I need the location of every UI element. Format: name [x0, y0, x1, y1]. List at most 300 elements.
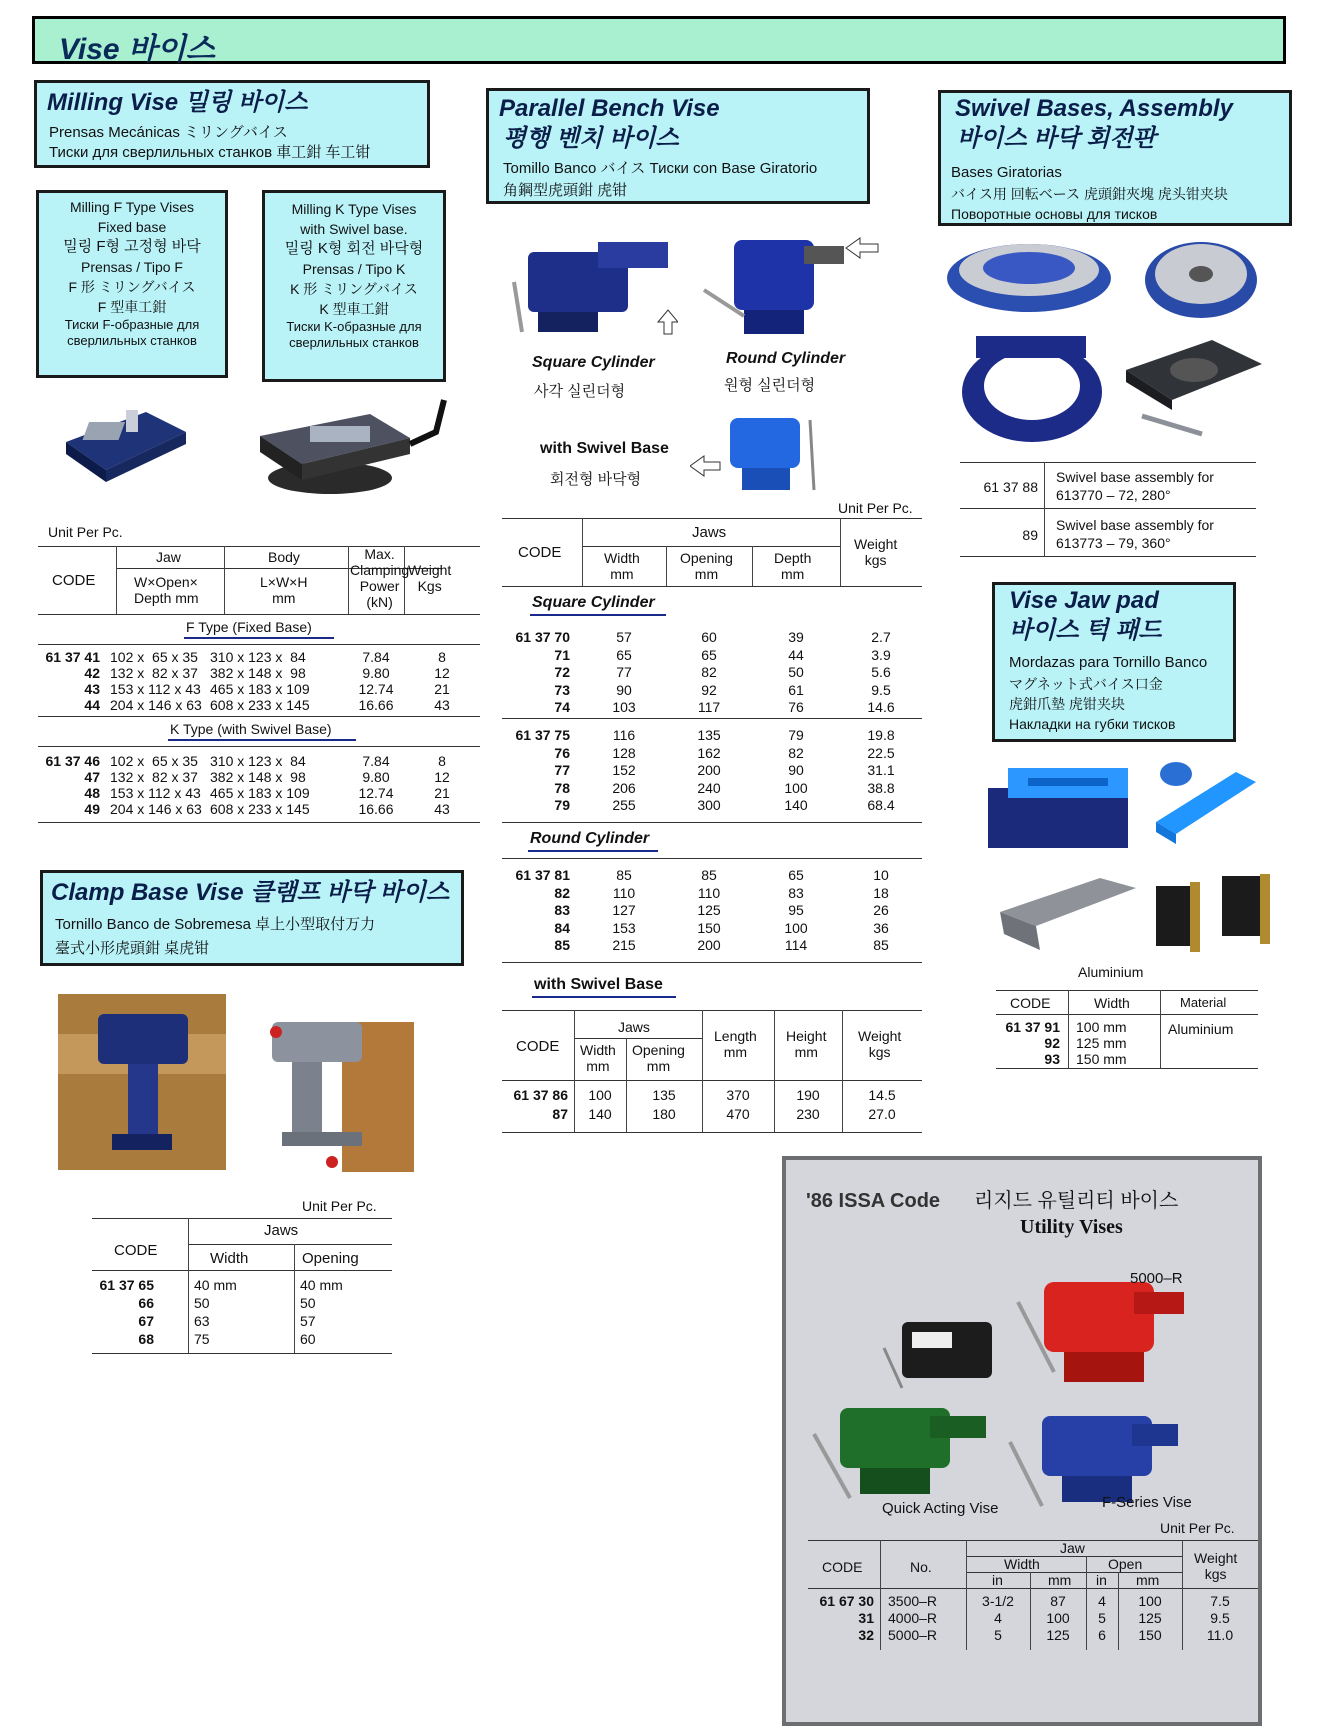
col-header-depth: Depth mm [774, 550, 812, 582]
body-cell: 608 x 233 x 145 [210, 801, 310, 817]
opening-cell: 92 [701, 681, 717, 698]
power-cell: 12.74 [358, 785, 394, 801]
col-header-open: Open [1108, 1556, 1143, 1572]
code-cell: 61 37 81 [515, 867, 570, 883]
code-cell: 93 [1044, 1051, 1060, 1067]
quick-acting-label: Quick Acting Vise [882, 1500, 999, 1517]
width-cell: 140 [588, 1106, 612, 1122]
opening-cell: 50 [300, 1295, 316, 1311]
jawpad-title-kr: 바이스 턱 패드 [1009, 617, 1162, 644]
section-label-square: Square Cylinder [532, 594, 655, 611]
weight-cell: 14.6 [867, 699, 895, 715]
code-cell: 61 37 86 [513, 1087, 568, 1103]
power-cell: 9.80 [362, 665, 390, 681]
code-cell: 61 37 41 [45, 649, 100, 665]
milling-k-type-box [262, 190, 446, 382]
jaw-cell: 102 x 65 x 35 [110, 753, 198, 769]
depth-cell: 79 [788, 727, 804, 743]
f-type-line: F 形 ミリングバイス [68, 279, 196, 295]
col-header-no: No. [910, 1559, 932, 1575]
width-in-cell: 4 [994, 1610, 1002, 1626]
body-cell: 382 x 148 x 98 [210, 665, 306, 681]
col-header-jaw-sub: W×Open× Depth mm [134, 574, 199, 606]
opening-cell: 57 [300, 1313, 316, 1329]
width-cell: 40 mm [194, 1277, 237, 1293]
code-cell: 78 [554, 779, 570, 796]
height-cell: 190 [796, 1087, 820, 1103]
code-cell: 68 [138, 1331, 154, 1347]
jaw-cell: 204 x 146 x 63 [110, 697, 202, 713]
col-header-code: CODE [516, 1038, 560, 1055]
milling-header-box [34, 80, 430, 168]
body-cell: 465 x 183 x 109 [210, 681, 310, 697]
power-cell: 12.74 [358, 681, 394, 697]
f-type-line: F 型車工鉗 [97, 299, 167, 315]
utility-vises-panel [782, 1156, 1262, 1726]
weight-cell: 9.5 [1210, 1610, 1230, 1626]
depth-cell: 83 [788, 884, 804, 901]
weight-cell: 85 [873, 937, 889, 953]
bench-table [502, 518, 922, 1134]
power-cell: 9.80 [362, 769, 390, 785]
col-header-code: CODE [52, 572, 96, 589]
col-header-opening: Opening [302, 1250, 359, 1267]
col-header-code: CODE [1010, 995, 1051, 1011]
depth-cell: 76 [788, 699, 804, 715]
milling-f-type-box [36, 190, 228, 378]
clamp-header-box [40, 870, 464, 966]
width-cell: 57 [616, 629, 632, 645]
code-cell: 49 [84, 801, 100, 817]
code-cell: 87 [552, 1106, 568, 1122]
milling-title: Milling Vise 밀링 바이스 [47, 89, 308, 116]
col-header-material: Material [1180, 995, 1227, 1010]
black-vise-image [882, 1308, 1002, 1398]
code-cell: 89 [1022, 527, 1038, 543]
code-cell: 61 37 65 [99, 1277, 154, 1293]
code-cell: 82 [554, 884, 570, 901]
opening-cell: 65 [701, 646, 717, 663]
col-header-in: in [992, 1572, 1003, 1588]
weight-cell: 68.4 [867, 797, 895, 813]
jawpad-material-caption: Aluminium [1078, 964, 1144, 980]
width-cell: 152 [612, 762, 636, 778]
weight-cell: 27.0 [868, 1106, 896, 1122]
k-type-line: K 型車工鉗 [319, 301, 389, 317]
description-cell: Swivel base assembly for 613770 – 72, 280° [1056, 469, 1214, 503]
col-header-opening: Opening mm [680, 550, 733, 582]
bench-subtitle-1: Tomillo Banco バイス Тиски con Base Giratorio [503, 160, 818, 177]
opening-cell: 125 [697, 902, 721, 918]
opening-cell: 60 [701, 629, 717, 645]
col-header-code: CODE [114, 1242, 158, 1259]
weight-cell: 22.5 [867, 744, 895, 761]
depth-cell: 140 [784, 797, 808, 813]
width-cell: 65 [616, 646, 632, 663]
jawpad-sub-2: マグネット式バイス口金 [1009, 676, 1163, 692]
open-in-cell: 5 [1098, 1610, 1106, 1626]
body-cell: 382 x 148 x 98 [210, 769, 306, 785]
k-type-line: Тиски K-образные для [286, 319, 422, 334]
width-cell: 215 [612, 937, 636, 953]
milling-unit-label: Unit Per Pc. [48, 524, 123, 540]
code-cell: 67 [138, 1313, 154, 1329]
col-header-weight: Weight kgs [858, 1028, 902, 1060]
width-cell: 128 [612, 744, 636, 761]
width-cell: 63 [194, 1313, 210, 1329]
weight-cell: 12 [434, 769, 450, 785]
swivel-base-image-3 [956, 330, 1106, 446]
code-cell: 31 [858, 1610, 874, 1626]
k-type-line: with Swivel base. [300, 221, 408, 237]
swivel-base-kr: 회전형 바닥형 [550, 471, 642, 488]
opening-cell: 162 [697, 744, 721, 761]
page-banner [32, 16, 1286, 64]
width-cell: 100 [588, 1087, 612, 1103]
code-cell: 61 37 46 [45, 753, 100, 769]
utility-title-kr: 리지드 유틸리티 바이스 [974, 1190, 1179, 1212]
f-type-line: сверлильных станков [67, 333, 197, 348]
col-header-code: CODE [518, 544, 562, 561]
open-in-cell: 4 [1098, 1593, 1106, 1609]
code-cell: 76 [554, 744, 570, 761]
swivel-bases-sub-2: バイス用 回転ベース 虎頭鉗夾塊 虎头钳夹块 [951, 186, 1228, 202]
opening-cell: 240 [697, 779, 721, 796]
depth-cell: 44 [788, 646, 804, 663]
jaw-cell: 102 x 65 x 35 [110, 649, 198, 665]
depth-cell: 100 [784, 919, 808, 936]
milling-k-vise-image [250, 392, 450, 502]
bench-title-kr: 평행 벤치 바이스 [503, 125, 679, 152]
weight-cell: 26 [873, 902, 889, 918]
code-cell: 32 [858, 1627, 874, 1643]
swivel-base-image-1 [944, 232, 1114, 316]
opening-cell: 117 [697, 699, 721, 715]
section-label-k-type: K Type (with Swivel Base) [170, 721, 332, 737]
no-cell: 5000–R [888, 1627, 938, 1643]
code-cell: 79 [554, 797, 570, 813]
utility-unit-label: Unit Per Pc. [1160, 1520, 1235, 1536]
width-cell: 125 mm [1076, 1035, 1127, 1051]
k-type-line: Milling K Type Vises [291, 201, 417, 217]
open-mm-cell: 150 [1138, 1627, 1162, 1643]
weight-cell: 21 [434, 681, 450, 697]
swivel-bases-table [960, 462, 1256, 558]
opening-cell: 110 [697, 884, 721, 901]
swivel-bases-title-kr: 바이스 바닥 회전판 [957, 125, 1156, 152]
square-cylinder-image [508, 222, 678, 342]
open-mm-cell: 100 [1138, 1593, 1162, 1609]
code-cell: 74 [554, 699, 570, 715]
opening-cell: 200 [697, 762, 721, 778]
col-header-mm: mm [1136, 1572, 1160, 1588]
body-cell: 310 x 123 x 84 [210, 753, 306, 769]
swivel-base-image-2 [1142, 232, 1260, 322]
k-type-line: K 形 ミリングバイス [290, 281, 418, 297]
weight-cell: 38.8 [867, 779, 895, 796]
swivel-bases-sub-3: Поворотные основы для тисков [951, 206, 1158, 222]
section-label-round: Round Cylinder [530, 830, 650, 847]
weight-cell: 7.5 [1210, 1593, 1230, 1609]
power-cell: 16.66 [358, 697, 394, 713]
bench-header-box [486, 88, 870, 204]
opening-cell: 85 [701, 867, 717, 883]
code-cell: 77 [554, 762, 570, 778]
section-label-swivel: with Swivel Base [534, 976, 663, 993]
code-cell: 48 [84, 785, 100, 801]
length-cell: 470 [726, 1106, 750, 1122]
width-in-cell: 5 [994, 1627, 1002, 1643]
power-cell: 7.84 [362, 649, 390, 665]
col-header-jaws: Jaws [692, 524, 727, 541]
code-cell: 47 [84, 769, 100, 785]
f-type-line: Fixed base [97, 219, 167, 235]
col-header-width: Width [1094, 995, 1130, 1011]
opening-cell: 82 [701, 664, 717, 680]
depth-cell: 82 [788, 744, 804, 761]
code-cell: 61 67 30 [819, 1593, 874, 1609]
k-type-line: Prensas / Tipo K [302, 261, 406, 277]
bench-unit-label: Unit Per Pc. [838, 500, 913, 516]
weight-cell: 14.5 [868, 1087, 896, 1103]
weight-cell: 19.8 [867, 727, 895, 743]
col-header-jaw: Jaw [1060, 1540, 1085, 1556]
weight-cell: 11.0 [1206, 1627, 1234, 1643]
weight-cell: 8 [438, 753, 446, 769]
col-header-jaw: Jaw [156, 549, 181, 565]
jawpad-sub-4: Накладки на губки тисков [1009, 716, 1176, 732]
weight-cell: 31.1 [867, 762, 895, 778]
jaw-cell: 132 x 82 x 37 [110, 769, 198, 785]
col-header-weight: Weight kgs [854, 536, 898, 568]
milling-table [38, 546, 480, 826]
code-cell: 61 37 70 [515, 629, 570, 645]
weight-cell: 12 [434, 665, 450, 681]
code-cell: 84 [554, 919, 570, 936]
width-cell: 127 [612, 902, 636, 918]
jawpad-material-value: Aluminium [1168, 1021, 1234, 1037]
depth-cell: 50 [788, 664, 804, 680]
width-cell: 110 [612, 884, 636, 901]
code-cell: 43 [84, 681, 100, 697]
col-header-width: Width mm [604, 550, 640, 582]
open-mm-cell: 125 [1138, 1610, 1162, 1626]
code-cell: 85 [554, 937, 570, 953]
f-type-line: 밀링 F형 고정형 바닥 [63, 238, 201, 255]
depth-cell: 61 [788, 681, 804, 698]
jawpad-blue-image [1146, 752, 1262, 852]
model-5000r-label: 5000–R [1130, 1270, 1183, 1287]
width-mm-cell: 87 [1050, 1593, 1066, 1609]
col-header-in: in [1096, 1572, 1107, 1588]
swivel-bases-header-box [938, 90, 1292, 226]
f-series-label: F-Series Vise [1102, 1494, 1192, 1511]
width-cell: 116 [612, 727, 636, 743]
jawpad-magnetic-image [1152, 872, 1280, 960]
code-cell: 83 [554, 902, 570, 918]
width-cell: 100 mm [1076, 1019, 1127, 1035]
no-cell: 4000–R [888, 1610, 938, 1626]
milling-subtitle-1: Prensas Mecánicas ミリングバイス [49, 124, 288, 141]
opening-cell: 40 mm [300, 1277, 343, 1293]
utility-title: Utility Vises [1020, 1216, 1123, 1238]
code-cell: 44 [84, 697, 100, 713]
opening-cell: 150 [697, 919, 721, 936]
weight-cell: 43 [434, 801, 450, 817]
f-type-line: Тиски F-образные для [64, 317, 200, 332]
weight-cell: 10 [873, 867, 889, 883]
opening-cell: 135 [697, 727, 721, 743]
weight-cell: 21 [434, 785, 450, 801]
no-cell: 3500–R [888, 1593, 938, 1609]
swivel-base-image-4 [1112, 330, 1268, 442]
code-cell: 73 [554, 681, 570, 698]
jawpad-table [996, 990, 1258, 1072]
k-type-line: 밀링 K형 회전 바닥형 [284, 240, 424, 257]
col-header-width: Width mm [580, 1042, 616, 1074]
jawpad-on-vise-image [988, 758, 1140, 854]
bench-title: Parallel Bench Vise [499, 95, 720, 122]
jaw-cell: 153 x 112 x 43 [110, 681, 201, 697]
weight-cell: 8 [438, 649, 446, 665]
swivel-base-vise-image [690, 410, 830, 500]
open-in-cell: 6 [1098, 1627, 1106, 1643]
swivel-base-label: with Swivel Base [540, 440, 669, 457]
width-cell: 50 [194, 1295, 210, 1311]
code-cell: 61 37 91 [1005, 1019, 1060, 1035]
jaw-cell: 204 x 146 x 63 [110, 801, 202, 817]
col-header-body: Body [268, 549, 300, 565]
weight-cell: 5.6 [871, 664, 891, 680]
clamp-subtitle-2: 臺式小形虎頭鉗 桌虎钳 [55, 940, 210, 957]
width-mm-cell: 100 [1046, 1610, 1070, 1626]
depth-cell: 100 [784, 779, 808, 796]
square-cylinder-kr: 사각 실린더형 [534, 383, 626, 400]
body-cell: 310 x 123 x 84 [210, 649, 306, 665]
clamp-unit-label: Unit Per Pc. [302, 1198, 377, 1214]
width-cell: 150 mm [1076, 1051, 1127, 1067]
col-header-body-sub: L×W×H mm [260, 574, 308, 606]
width-cell: 90 [616, 681, 632, 698]
power-cell: 16.66 [358, 801, 394, 817]
code-cell: 66 [138, 1295, 154, 1311]
power-cell: 7.84 [362, 753, 390, 769]
width-cell: 255 [612, 797, 636, 813]
width-cell: 85 [616, 867, 632, 883]
col-header-width: Width [1004, 1556, 1040, 1572]
jawpad-sub-3: 虎鉗爪墊 虎钳夹块 [1009, 696, 1125, 712]
description-cell: Swivel base assembly for 613773 – 79, 360° [1056, 517, 1214, 551]
code-cell: 61 37 75 [515, 727, 570, 743]
col-header-weight: Weight kgs [1194, 1550, 1238, 1582]
col-header-height: Height mm [786, 1028, 827, 1060]
width-in-cell: 3-1/2 [982, 1593, 1014, 1609]
col-header-code: CODE [822, 1559, 863, 1575]
f-type-line: Milling F Type Vises [70, 199, 194, 215]
bench-subtitle-2: 角鋼型虎頭鉗 虎钳 [503, 182, 628, 199]
opening-cell: 300 [697, 797, 721, 813]
k-type-line: сверлильных станков [289, 335, 419, 350]
body-cell: 465 x 183 x 109 [210, 785, 310, 801]
depth-cell: 114 [784, 937, 808, 953]
width-cell: 206 [612, 779, 636, 796]
utility-table [808, 1540, 1258, 1650]
depth-cell: 65 [788, 867, 804, 883]
round-cylinder-label: Round Cylinder [726, 350, 846, 367]
weight-cell: 3.9 [871, 646, 891, 663]
jawpad-aluminium-image [996, 868, 1140, 954]
depth-cell: 90 [788, 762, 804, 778]
code-cell: 92 [1044, 1035, 1060, 1051]
clamp-title: Clamp Base Vise 클램프 바닥 바이스 [51, 879, 450, 906]
opening-cell: 60 [300, 1331, 316, 1347]
section-label-f-type: F Type (Fixed Base) [186, 619, 312, 635]
clamp-vise-image-1 [58, 994, 226, 1170]
height-cell: 230 [796, 1106, 820, 1122]
width-cell: 153 [612, 919, 636, 936]
width-cell: 75 [194, 1331, 210, 1347]
width-cell: 77 [616, 664, 632, 680]
col-header-opening: Opening mm [632, 1042, 685, 1074]
clamp-table [92, 1218, 392, 1358]
milling-f-vise-image [56, 392, 196, 488]
milling-subtitle-2: Тиски для сверлильных станков 車工鉗 车工钳 [49, 144, 371, 161]
f-type-line: Prensas / Tipo F [81, 259, 183, 275]
body-cell: 608 x 233 x 145 [210, 697, 310, 713]
col-header-jaws: Jaws [264, 1222, 299, 1239]
jawpad-sub-1: Mordazas para Tornillo Banco [1009, 654, 1208, 671]
round-cylinder-image [694, 220, 884, 340]
width-cell: 103 [612, 699, 636, 715]
weight-cell: 18 [873, 884, 889, 901]
opening-cell: 135 [652, 1087, 676, 1103]
page-title: Vise 바이스 [59, 33, 215, 66]
round-cylinder-kr: 원형 실린더형 [724, 377, 816, 394]
width-mm-cell: 125 [1046, 1627, 1070, 1643]
green-vise-image [810, 1394, 990, 1504]
clamp-vise-image-2 [262, 992, 414, 1172]
jaw-cell: 132 x 82 x 37 [110, 665, 198, 681]
weight-cell: 2.7 [871, 629, 891, 645]
opening-cell: 200 [697, 937, 721, 953]
weight-cell: 43 [434, 697, 450, 713]
jaw-cell: 153 x 112 x 43 [110, 785, 201, 801]
opening-cell: 180 [652, 1106, 676, 1122]
code-cell: 72 [554, 664, 570, 680]
col-header-weight: Weight Kgs [408, 562, 452, 594]
col-header-length: Length mm [714, 1028, 757, 1060]
square-cylinder-label: Square Cylinder [532, 354, 655, 371]
depth-cell: 39 [788, 629, 804, 645]
col-header-jaws: Jaws [618, 1019, 650, 1035]
col-header-width: Width [210, 1250, 249, 1267]
col-header-power: Max. Clamping Power (kN) [350, 546, 410, 610]
length-cell: 370 [726, 1087, 750, 1103]
code-cell: 71 [554, 646, 570, 663]
clamp-subtitle-1: Tornillo Banco de Sobremesa 卓上小型取付万力 [55, 916, 376, 933]
depth-cell: 95 [788, 902, 804, 918]
weight-cell: 36 [873, 919, 889, 936]
jawpad-header-box [992, 582, 1236, 742]
jawpad-title: Vise Jaw pad [1009, 587, 1159, 614]
swivel-bases-title: Swivel Bases, Assembly [955, 95, 1233, 122]
col-header-mm: mm [1048, 1572, 1072, 1588]
code-cell: 61 37 88 [983, 479, 1038, 495]
weight-cell: 9.5 [871, 681, 891, 698]
code-cell: 42 [84, 665, 100, 681]
issa-code-label: '86 ISSA Code [806, 1190, 941, 1212]
swivel-bases-sub-1: Bases Giratorias [951, 164, 1062, 181]
